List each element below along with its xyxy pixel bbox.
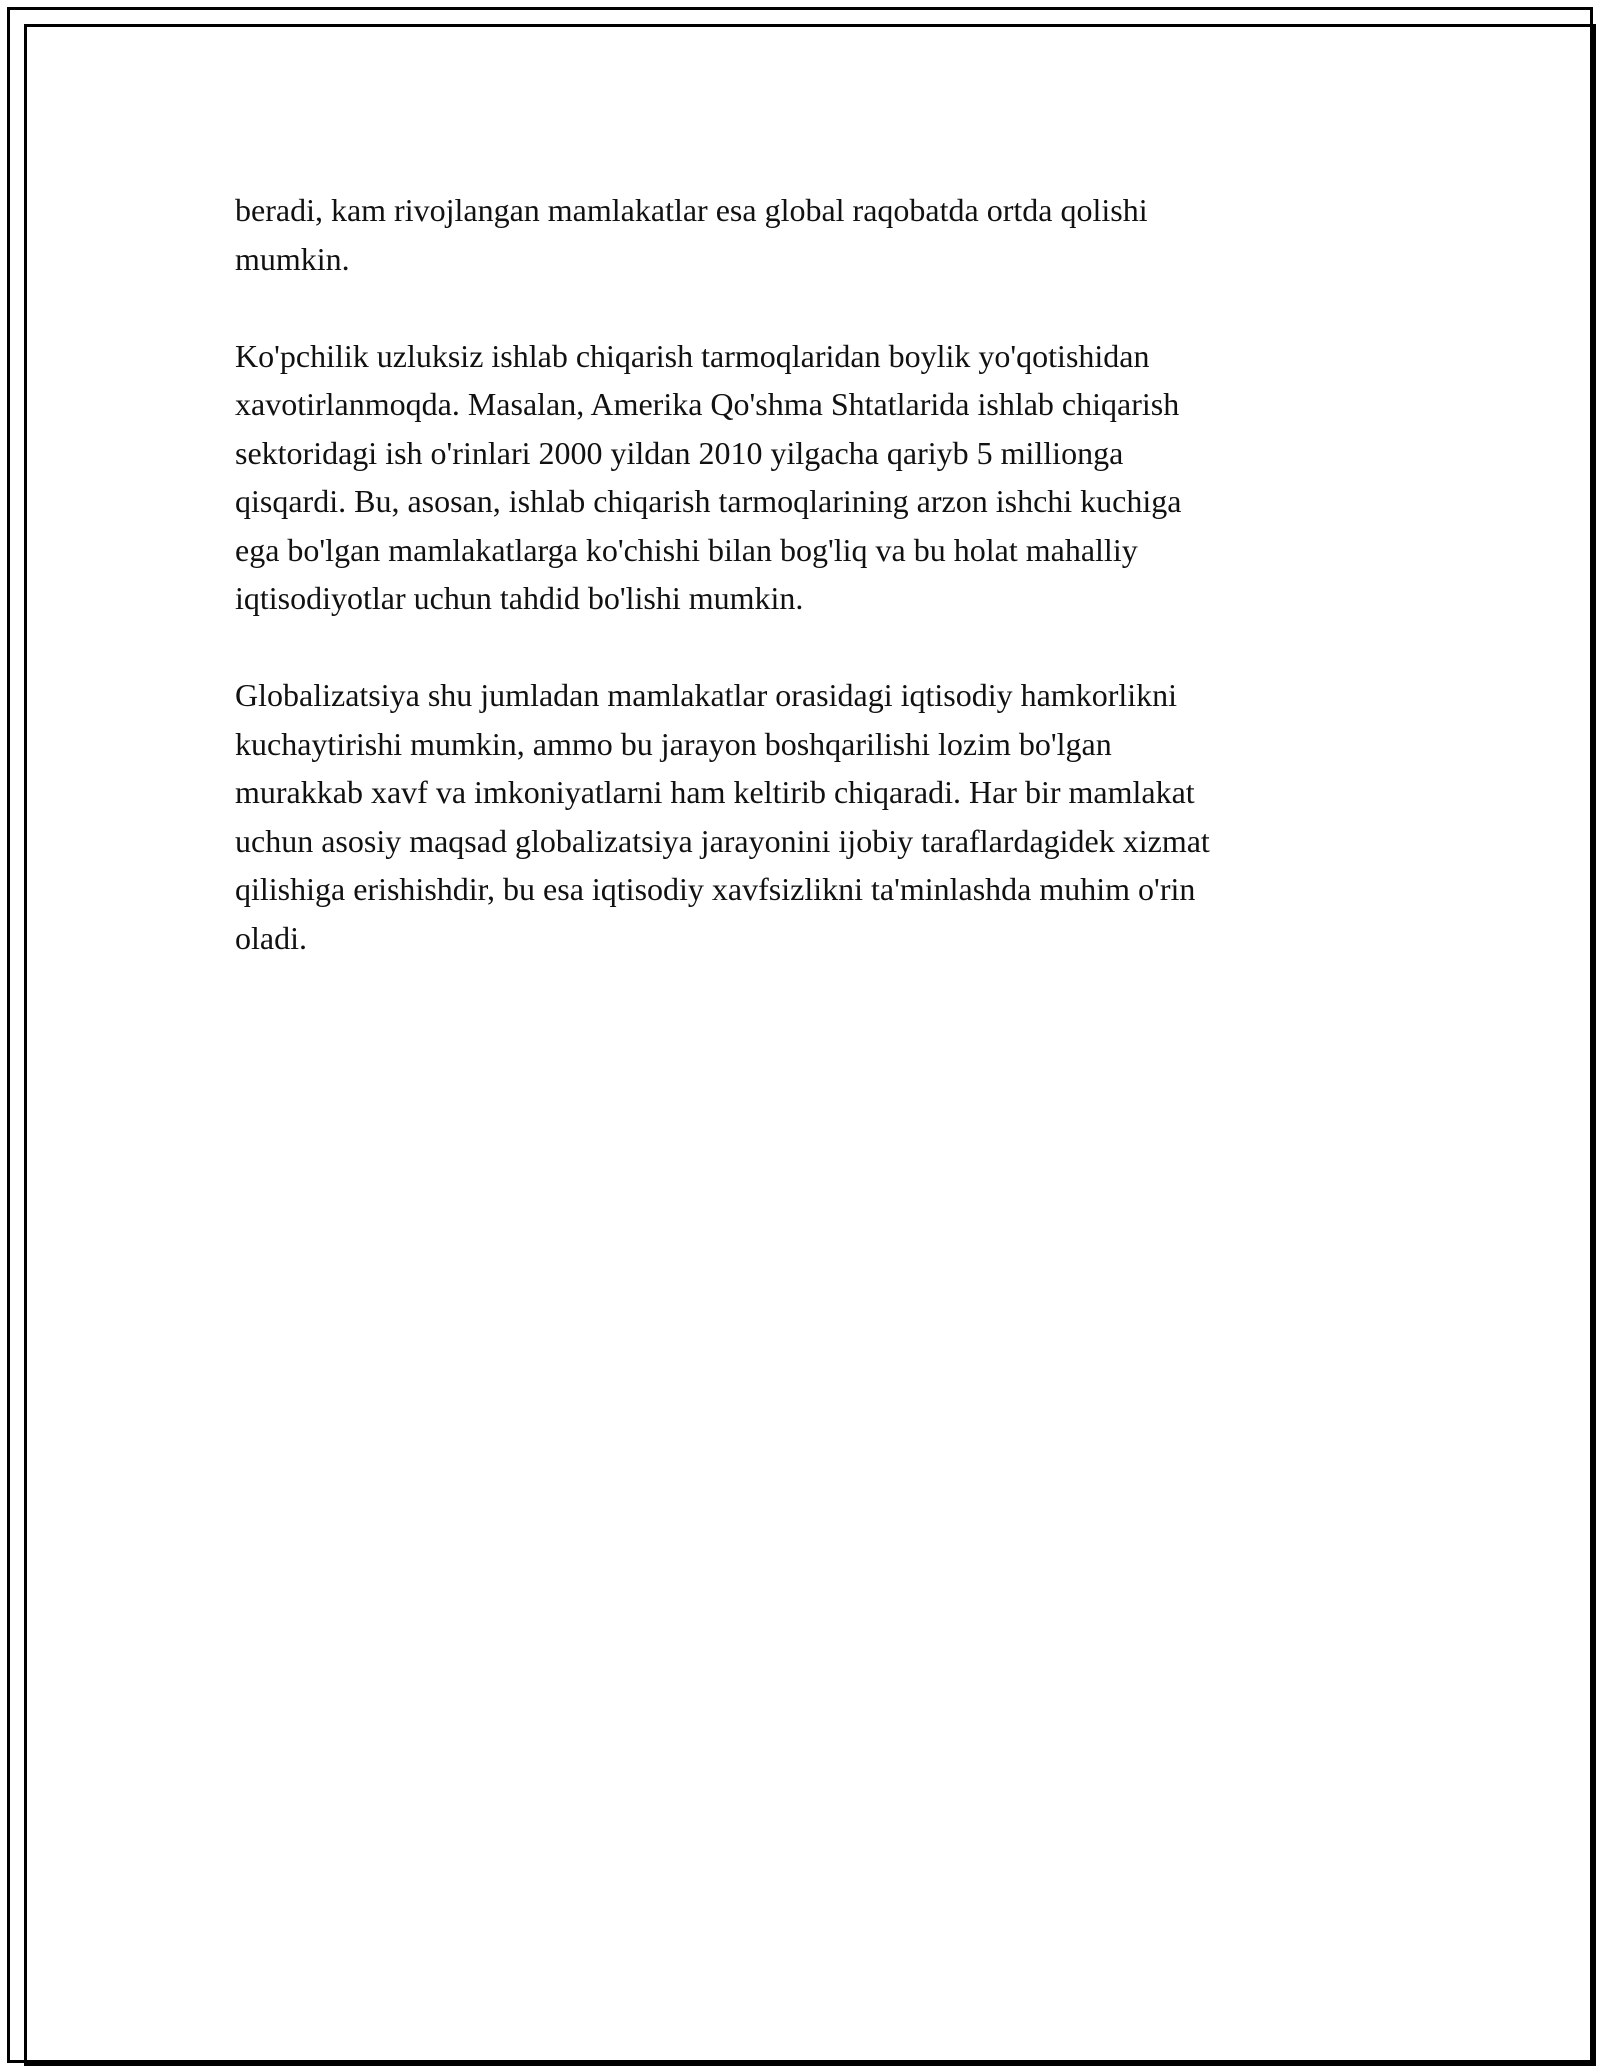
document-body [235,186,1365,1011]
paragraph-2: Ko'pchilik uzluksiz ishlab chiqarish tarmoqlaridan boylik yo'qotishidan xavotirlanmoqda. Masalan, Amerika Qo'shma Shtatlarida ishlab chiqarish sektoridagi ish o'rinlari 2000 yildan 2010 yilgacha qariyb 5 millionga qisqardi. Bu, asosan, ishlab chiqarish tarmoqlarining arzon ishchi kuchiga ega bo'lgan mamlakatlarga ko'chishi bilan bog'liq va bu holat mahalliy iqtisodiyotlar uchun tahdid bo'lishi mumkin. [235,337,1182,616]
paragraph-3: Globalizatsiya shu jumladan mamlakatlar orasidagi iqtisodiy hamkorlikni kuchaytirishi mumkin, ammo bu jarayon boshqarilishi lozim bo'lgan murakkab xavf va imkoniyatlarni ham keltirib chiqaradi. Har bir mamlakat uchun asosiy maqsad globalizatsiya jarayonini ijobiy taraflardagidek xizmat qilishiga erishishdir, bu esa iqtisodiy xavfsizlikni ta'minlashda muhim o'rin oladi. [235,677,1210,956]
paragraph-1: beradi, kam rivojlangan mamlakatlar esa global raqobatda ortda qolishi mumkin. [235,192,1148,277]
